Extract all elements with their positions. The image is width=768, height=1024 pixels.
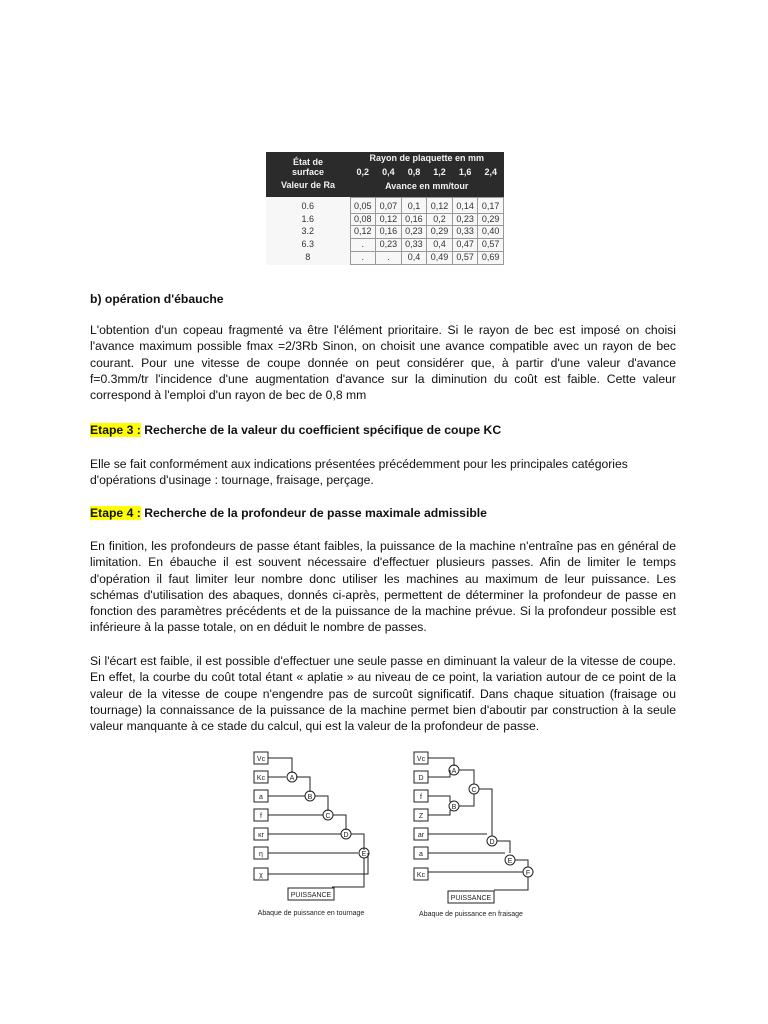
diagram-input-label: Kc (256, 775, 266, 782)
feed-value: . (350, 252, 376, 265)
ra-value: 6.3 (266, 239, 350, 252)
diagram-caption: Abaque de puissance en fraisage (419, 911, 523, 918)
turning-power-abacus (250, 750, 400, 922)
step3-paragraph: Elle se fait conformément aux indications présentées précédemment pour les principales catégories d'opérations d'usinage : tournage, fraisage, perçage. (90, 457, 628, 488)
feed-value: 0,23 (401, 226, 427, 239)
diagram-node-label: A (451, 768, 457, 775)
table-row (266, 252, 504, 265)
table-subheader: Avance en mm/tour (350, 180, 504, 197)
feed-value: 0,07 (376, 197, 402, 213)
feed-value: 0,2 (427, 213, 453, 226)
ra-value: 3.2 (266, 226, 350, 239)
diagram-caption: Abaque de puissance en tournage (257, 910, 365, 917)
diagram-input-label: a (419, 851, 423, 858)
header-line: État de (292, 157, 323, 168)
radius-header: 2,4 (478, 166, 504, 180)
feed-value: 0,16 (376, 226, 402, 239)
diagram-node-label: D (489, 839, 495, 846)
step4-paragraph-2: Si l'écart est faible, il est possible d'effectuer une seule passe en diminuant la valeur de la vitesse de coupe. En effet, la courbe du coût total étant « aplatie » au niveau de ce point, la variation autour de ce point de la valeur de la vitesse de coupe n'engendre pas de surcoût significatif. Dans chaque situation (fraisage ou tournage) la connaissance de la puissance de la machine permet bien d'aboutir par construction à la seule valeur manquante à ce stade du calcul, qui est la valeur de la profondeur de passe. (90, 654, 676, 734)
diagram-node-label: E (507, 858, 513, 865)
feed-value: 0,33 (401, 239, 427, 252)
diagram-node-label: E (361, 851, 367, 858)
feed-value: 0,12 (427, 197, 453, 213)
diagram-input-label: f (260, 813, 262, 820)
section-heading: b) opération d'ébauche (90, 292, 224, 306)
table-row (266, 213, 504, 226)
diagram-output-label: PUISSANCE (290, 892, 332, 899)
feed-value: 0,12 (350, 226, 376, 239)
radius-header: 0,4 (376, 166, 402, 180)
feed-value: 0,12 (376, 213, 402, 226)
diagram-node-label: D (343, 832, 349, 839)
ra-value: 0.6 (266, 197, 350, 213)
ra-value: 1.6 (266, 213, 350, 226)
diagram-node-label: C (325, 813, 331, 820)
feed-value: 0,14 (452, 197, 478, 213)
table-row (266, 239, 504, 252)
step-title: Recherche de la profondeur de passe maximale admissible (140, 506, 487, 520)
feed-value: 0,33 (452, 226, 478, 239)
diagram-input-label: Kc (416, 872, 426, 879)
diagram-input-label: ar (417, 832, 425, 839)
ra-value: 8 (266, 252, 350, 265)
feed-value: 0,40 (478, 226, 504, 239)
feed-value: 0,16 (401, 213, 427, 226)
feed-value: 0,57 (478, 239, 504, 252)
step-title: Recherche de la valeur du coefficient spécifique de coupe KC (140, 423, 502, 437)
diagram-input-label: f (420, 794, 422, 801)
radius-header: 1,2 (427, 166, 453, 180)
feed-value: 0,4 (427, 239, 453, 252)
table-row (266, 197, 504, 213)
diagram-node-label: A (289, 775, 295, 782)
section-paragraph: L'obtention d'un copeau fragmenté va être l'élément prioritaire. Si le rayon de bec est imposé on choisi l'avance maximum possible fmax =2/3Rb Sinon, on choisit une avance compatible avec un rayon de bec courant. Pour une vitesse de coupe donnée on peut considérer que, à partir d'une valeur d'avance f=0.3mm/tr l'incidence d'une augmentation d'avance sur la diminution du coût est faible. Cette valeur correspond à l'emploi d'un rayon de bec de 0,8 mm (90, 323, 676, 403)
diagram-input-label: κr (258, 832, 264, 839)
diagram-node-label: B (451, 804, 457, 811)
radius-header: 1,6 (452, 166, 478, 180)
header-line: surface (291, 167, 325, 178)
feed-value: 0,29 (478, 213, 504, 226)
diagram-node-label: B (307, 794, 313, 801)
feed-value: 0,1 (401, 197, 427, 213)
header-line: Valeur de Ra (280, 180, 336, 191)
step3-heading (90, 422, 676, 438)
diagram-input-label: Z (418, 813, 424, 820)
feed-value: 0,69 (478, 252, 504, 265)
step-label: Etape 4 : (90, 506, 141, 520)
diagram-output-label: PUISSANCE (450, 895, 492, 902)
feed-rate-table (266, 152, 504, 265)
feed-value: . (350, 239, 376, 252)
feed-value: 0,57 (452, 252, 478, 265)
feed-value: 0,05 (350, 197, 376, 213)
feed-value: . (376, 252, 402, 265)
table-header-surface (266, 152, 350, 197)
diagram-input-label: Vc (256, 756, 266, 763)
table-row (266, 226, 504, 239)
diagram-node-label: F (525, 870, 531, 877)
radius-header: 0,8 (401, 166, 427, 180)
step4-paragraph-1: En finition, les profondeurs de passe étant faibles, la puissance de la machine n'entraîne pas en général de limitation. En ébauche il est souvent nécessaire d'effectuer plusieurs passes. Afin de limiter le temps d'opération il faut limiter leur nombre donc utiliser les machines au maximum de leur puissance. Les schémas d'utilisation des abaques, donnés ci-après, permettent de déterminer la profondeur de passe en fonction des paramètres précédents et de la puissance de la machine prévue. Si la profondeur possible est inférieure à la passe totale, on en déduit le nombre de passes. (90, 539, 676, 635)
feed-value: 0,4 (401, 252, 427, 265)
feed-value: 0,23 (452, 213, 478, 226)
table-header-radius: Rayon de plaquette en mm (350, 152, 504, 166)
feed-value: 0,29 (427, 226, 453, 239)
diagram-input-label: Vc (416, 756, 426, 763)
feed-value: 0,49 (427, 252, 453, 265)
diagram-node-label: C (471, 787, 477, 794)
feed-value: 0,47 (452, 239, 478, 252)
diagram-input-label: η (259, 851, 263, 858)
step-label: Etape 3 : (90, 423, 141, 437)
diagram-input-label: χ (259, 872, 263, 879)
step4-heading (90, 505, 676, 521)
milling-power-abacus (410, 750, 560, 922)
feed-value: 0,17 (478, 197, 504, 213)
feed-value: 0,23 (376, 239, 402, 252)
diagram-input-label: a (259, 794, 263, 801)
diagram-input-label: D (418, 775, 424, 782)
radius-header: 0,2 (350, 166, 376, 180)
feed-value: 0,08 (350, 213, 376, 226)
